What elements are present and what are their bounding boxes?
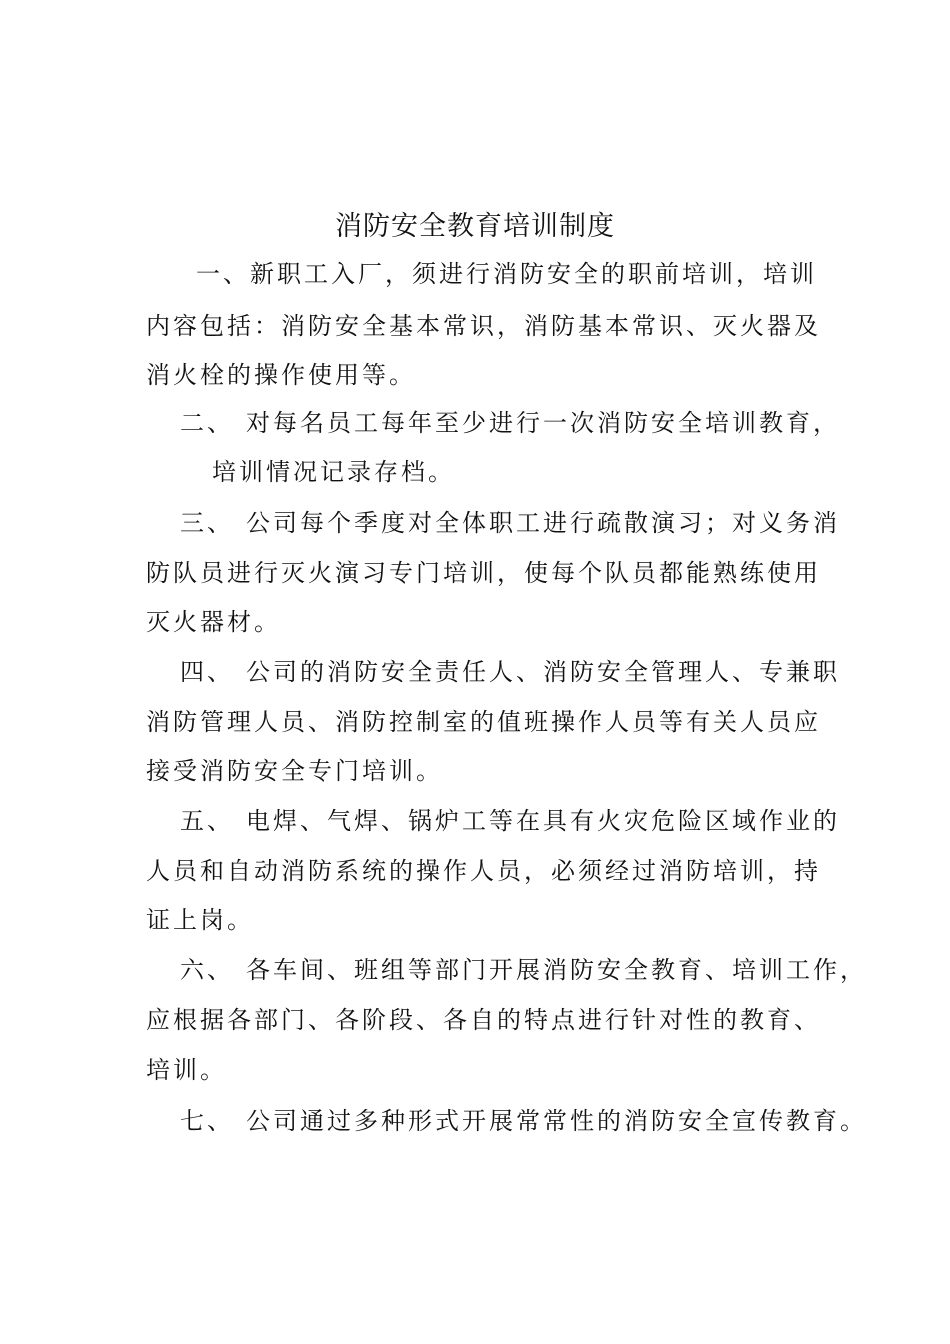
item-3-number: 三、 bbox=[180, 509, 234, 537]
item-1-line-1 bbox=[196, 259, 817, 289]
item-1-line-3 bbox=[146, 360, 416, 390]
item-6-line-1 bbox=[180, 955, 867, 985]
item-4-text-line-2: 消防管理人员、消防控制室的值班操作人员等有关人员应 bbox=[146, 708, 821, 736]
item-1-number: 一、 bbox=[196, 260, 250, 288]
item-6-text-line-2: 应根据各部门、各阶段、各自的特点进行针对性的教育、 bbox=[146, 1006, 821, 1034]
item-2-number: 二、 bbox=[180, 409, 234, 437]
item-4-line-2 bbox=[146, 707, 821, 737]
item-3-text-line-1: 公司每个季度对全体职工进行疏散演习；对义务消 bbox=[246, 509, 840, 537]
item-4-text-line-3: 接受消防安全专门培训。 bbox=[146, 757, 443, 785]
item-4-line-3 bbox=[146, 756, 443, 786]
item-5-text-line-3: 证上岗。 bbox=[146, 906, 254, 934]
item-5-line-2 bbox=[146, 856, 821, 886]
item-7-number: 七、 bbox=[180, 1107, 234, 1135]
item-2-text-line-2: 培训情况记录存档。 bbox=[212, 458, 455, 486]
item-1-text-line-2: 内容包括：消防安全基本常识，消防基本常识、灭火器及 bbox=[146, 312, 821, 340]
item-5-text-line-1: 电焊、气焊、锅炉工等在具有火灾危险区域作业的 bbox=[246, 807, 840, 835]
item-4-line-1 bbox=[180, 657, 840, 687]
item-3-line-3 bbox=[146, 607, 281, 637]
item-6-line-2 bbox=[146, 1005, 821, 1035]
item-3-text-line-2: 防队员进行灭火演习专门培训，使每个队员都能熟练使用 bbox=[146, 559, 821, 587]
item-3-text-line-3: 灭火器材。 bbox=[146, 608, 281, 636]
item-3-line-2 bbox=[146, 558, 821, 588]
item-4-text-line-1: 公司的消防安全责任人、消防安全管理人、专兼职 bbox=[246, 658, 840, 686]
item-2-text-line-1: 对每名员工每年至少进行一次消防安全培训教育， bbox=[246, 409, 840, 437]
item-5-number: 五、 bbox=[180, 807, 234, 835]
item-3-line-1 bbox=[180, 508, 840, 538]
item-2-line-1 bbox=[180, 408, 840, 438]
document-title: 消防安全教育培训制度 bbox=[335, 211, 615, 242]
item-1-line-2 bbox=[146, 311, 821, 341]
item-1-text-line-1: 新职工入厂，须进行消防安全的职前培训，培训 bbox=[250, 260, 817, 288]
item-5-line-1 bbox=[180, 806, 840, 836]
item-6-line-3 bbox=[146, 1055, 227, 1085]
item-7-text-line-1: 公司通过多种形式开展常常性的消防安全宣传教育。 bbox=[246, 1107, 867, 1135]
item-1-text-line-3: 消火栓的操作使用等。 bbox=[146, 361, 416, 389]
item-2-line-2 bbox=[212, 457, 455, 487]
item-5-line-3 bbox=[146, 905, 254, 935]
item-6-text-line-3: 培训。 bbox=[146, 1056, 227, 1084]
item-6-text-line-1: 各车间、班组等部门开展消防安全教育、培训工作， bbox=[246, 956, 867, 984]
item-5-text-line-2: 人员和自动消防系统的操作人员，必须经过消防培训，持 bbox=[146, 857, 821, 885]
item-7-line-1 bbox=[180, 1106, 867, 1136]
item-6-number: 六、 bbox=[180, 956, 234, 984]
item-4-number: 四、 bbox=[180, 658, 234, 686]
